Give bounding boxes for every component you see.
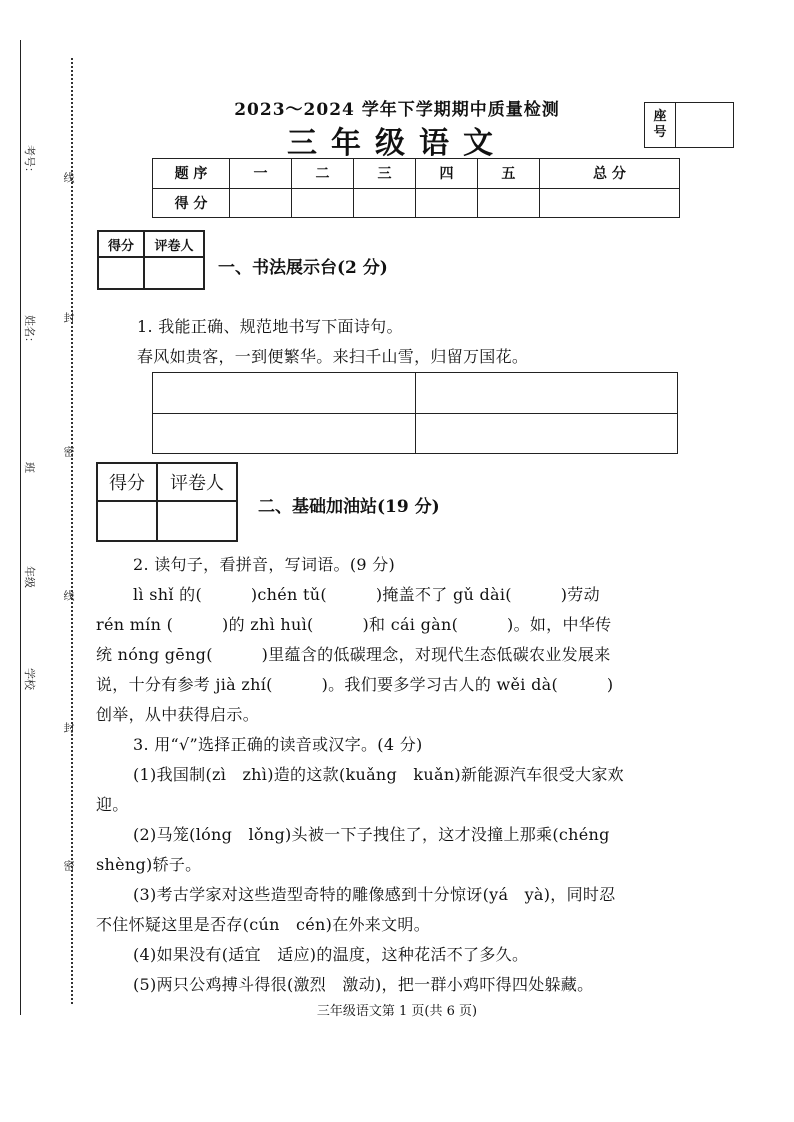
score-header-cell: 四 [415, 159, 477, 189]
name-label: 姓名： [23, 315, 36, 348]
q3-item: (4)如果没有(适宜 适应)的温度，这种花活不了多久。 [133, 945, 529, 964]
seat-number-label: 座 号 [645, 103, 676, 147]
q3-item: 迎。 [96, 795, 129, 814]
question-3: 3. 用“√”选择正确的读音或汉字。(4 分) [133, 735, 423, 754]
subject-title: 三年级语文 [287, 126, 507, 161]
school-label: 学校 [23, 668, 36, 690]
poem-text: 春风如贵客，一到便繁华。来扫千山雪，归留万国花。 [137, 347, 529, 366]
seal-char-secret-1: 密 [62, 446, 75, 457]
section2-title: 二、基础加油站(19 分) [258, 497, 440, 517]
score-cell[interactable] [477, 188, 539, 218]
score-header-cell: 总 分 [539, 159, 679, 189]
grader-score-label: 得分 [97, 463, 157, 501]
grader-score-label: 得分 [98, 231, 144, 257]
page-footer: 三年级语文第 1 页(共 6 页) [316, 1004, 478, 1019]
grader-reviewer-label: 评卷人 [144, 231, 204, 257]
q2-line: rén mín ( )的 zhì huì( )和 cái gàn( )。如，中华传 [96, 615, 612, 634]
score-row-label: 得 分 [153, 188, 230, 218]
score-header-cell: 五 [477, 159, 539, 189]
writing-box-divider [415, 373, 416, 453]
score-cell[interactable] [539, 188, 679, 218]
question-2: 2. 读句子，看拼音，写词语。(9 分) [133, 555, 396, 574]
q3-item: shèng)轿子。 [96, 855, 202, 874]
grader-reviewer-label: 评卷人 [157, 463, 237, 501]
grader-score-cell[interactable] [98, 257, 144, 289]
seal-char-seal-2: 封 [62, 722, 75, 733]
question-1: 1. 我能正确、规范地书写下面诗句。 [137, 317, 403, 336]
grader-box-section1 [97, 230, 205, 290]
seal-char-secret-2: 密 [62, 860, 75, 871]
seal-char-line-1: 线 [62, 172, 75, 183]
q2-line: 统 nóng gēng( )里蕴含的低碳理念，对现代生态低碳农业发展来 [96, 645, 611, 664]
class-label: 班 [23, 462, 36, 473]
q2-line: 创举，从中获得启示。 [96, 705, 260, 724]
exam-title: 2023～2024 学年下学期期中质量检测 [234, 100, 560, 120]
q3-item: (5)两只公鸡搏斗得很(激烈 激动)，把一群小鸡吓得四处躲藏。 [133, 975, 594, 994]
score-header-cell: 二 [291, 159, 353, 189]
seal-char-line-2: 线 [62, 590, 75, 601]
q3-item: 不住怀疑这里是否存(cún cén)在外来文明。 [96, 915, 430, 934]
q3-item: (1)我国制(zì zhì)造的这款(kuǎng kuǎn)新能源汽车很受大家欢 [133, 765, 624, 784]
score-table [152, 158, 680, 218]
score-header-cell: 三 [353, 159, 415, 189]
seat-number-box[interactable] [644, 102, 734, 148]
score-cell[interactable] [353, 188, 415, 218]
score-cell[interactable] [230, 188, 292, 218]
q3-item: (2)马笼(lóng lǒng)头被一下子拽住了，这才没撞上那乘(chéng [133, 825, 610, 844]
grader-score-cell[interactable] [97, 501, 157, 541]
grade-label: 年级 [23, 566, 36, 588]
score-cell[interactable] [291, 188, 353, 218]
grader-box-section2 [96, 462, 238, 542]
q2-line: lì shǐ 的( )chén tǔ( )掩盖不了 gǔ dài( )劳动 [133, 585, 600, 604]
seal-char-seal-1: 封 [62, 312, 75, 323]
grader-reviewer-cell[interactable] [157, 501, 237, 541]
score-header-cell: 题 序 [153, 159, 230, 189]
score-header-cell: 一 [230, 159, 292, 189]
score-cell[interactable] [415, 188, 477, 218]
score-table-score-row [153, 188, 680, 218]
q2-line: 说，十分有参考 jià zhí( )。我们要多学习古人的 wěi dà( ) [96, 675, 614, 694]
exam-number-label: 考号： [23, 145, 36, 178]
section1-title: 一、书法展示台(2 分) [218, 258, 388, 278]
grader-reviewer-cell[interactable] [144, 257, 204, 289]
q3-item: (3)考古学家对这些造型奇特的雕像感到十分惊讶(yá yà)，同时忍 [133, 885, 616, 904]
binding-solid-line [20, 40, 21, 1015]
writing-box[interactable] [152, 372, 678, 454]
score-table-header-row [153, 159, 680, 189]
